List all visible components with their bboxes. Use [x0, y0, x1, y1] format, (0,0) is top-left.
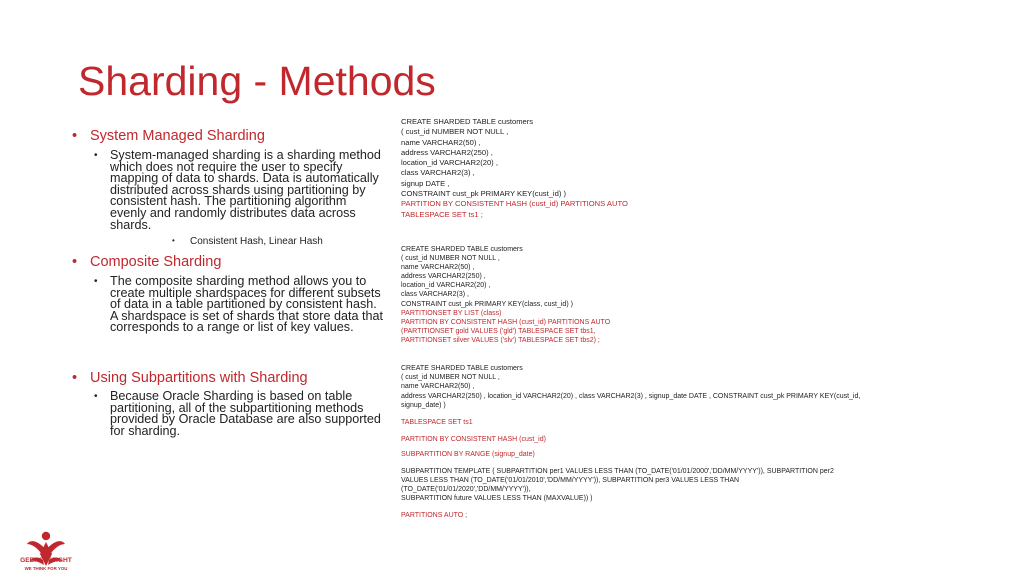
logo-tagline: WE THINK FOR YOU [24, 566, 68, 571]
code-line-highlight: TABLESPACE SET ts1 [401, 419, 473, 427]
code-line: CREATE SHARDED TABLE customers [401, 365, 523, 372]
code-line: name VARCHAR2(50) , [401, 383, 475, 391]
code-line: CREATE SHARDED TABLE customers [401, 246, 523, 253]
section-heading-system-managed: • System Managed Sharding [72, 128, 265, 144]
code-line: CONSTRAINT cust_pk PRIMARY KEY(cust_id) ) [401, 189, 566, 199]
code-line: (TO_DATE('01/01/2020','DD/MM/YYYY')), [401, 486, 531, 494]
section-text-subpartitions: • Because Oracle Sharding is based on table partitioning, all of the subpartitioning methods provided by Oracle Database are also supported for sharding. [94, 389, 381, 438]
code-line: signup_date) ) [401, 401, 446, 409]
code-block-subpartitions [401, 364, 860, 521]
code-block-system-managed [401, 117, 628, 220]
code-line: address VARCHAR2(250) , [401, 273, 486, 281]
code-line: SUBPARTITION future VALUES LESS THAN (MAXVALUE)) ) [401, 495, 593, 503]
code-line-highlight: PARTITION BY CONSISTENT HASH (cust_id) PARTITIONS AUTO [401, 318, 611, 326]
section-heading-subpartitions: • Using Subpartitions with Sharding [72, 370, 308, 386]
code-line: address VARCHAR2(250) , [401, 147, 493, 157]
section-text-composite: • The composite sharding method allows you to create multiple shardspaces for different subsets of data in a table partitioned by consistent hash. A shardspace is set of shards that store data that corresponds to a range or list of key values. [94, 274, 384, 335]
code-line: SUBPARTITION TEMPLATE ( SUBPARTITION per1 VALUES LESS THAN (TO_DATE('01/01/2000','DD/MM/YYYY')), SUBPARTITION per2 [401, 467, 834, 475]
code-line-highlight: PARTITION BY CONSISTENT HASH (cust_id) [401, 436, 546, 444]
code-line-highlight: (PARTITIONSET gold VALUES ('gld') TABLESPACE SET tbs1, [401, 327, 596, 335]
code-line: class VARCHAR2(3) , [401, 291, 469, 299]
code-line-highlight: PARTITIONSET BY LIST (class) [401, 309, 502, 317]
section-text-system-managed: • System-managed sharding is a sharding method which does not require the user to specify mapping of data to shards. Data is automatically distributed across shards using partitioning by consistent hash. The partitioning algorithm evenly and randomly distributes data across shards. [94, 148, 381, 232]
code-line: name VARCHAR2(50) , [401, 137, 481, 147]
geeks-insight-logo [10, 530, 82, 574]
code-line-highlight: PARTITIONS AUTO ; [401, 512, 468, 520]
code-line: ( cust_id NUMBER NOT NULL , [401, 255, 500, 263]
code-line: VALUES LESS THAN (TO_DATE('01/01/2010','DD/MM/YYYY')), SUBPARTITION per3 VALUES LESS THAN [401, 476, 740, 484]
code-line: ( cust_id NUMBER NOT NULL , [401, 374, 500, 382]
code-block-composite [401, 245, 610, 345]
page-title: Sharding - Methods [78, 58, 436, 104]
code-line-highlight: SUBPARTITION BY RANGE (signup_date) [401, 451, 535, 459]
code-line: class VARCHAR2(3) , [401, 168, 475, 178]
code-line-highlight: PARTITIONSET silver VALUES ('slv') TABLESPACE SET tbs2) ; [401, 336, 600, 344]
logo-brand: GEEKS INSIGHT [20, 557, 72, 564]
code-line-highlight: PARTITION BY CONSISTENT HASH (cust_id) PARTITIONS AUTO [401, 199, 628, 209]
code-line: address VARCHAR2(250) , location_id VARCHAR2(20) , class VARCHAR2(3) , signup_date DATE , CONSTRAINT cust_pk PRIMARY KEY(cust_id, [401, 392, 861, 400]
code-line: location_id VARCHAR2(20) , [401, 158, 498, 168]
code-line: ( cust_id NUMBER NOT NULL , [401, 127, 509, 137]
code-line: name VARCHAR2(50) , [401, 264, 475, 272]
code-line: CONSTRAINT cust_pk PRIMARY KEY(class, cust_id) ) [401, 300, 573, 308]
code-line: location_id VARCHAR2(20) , [401, 282, 491, 290]
section-heading-composite: • Composite Sharding [72, 254, 222, 270]
section-sub-system-managed: • Consistent Hash, Linear Hash [172, 236, 323, 247]
code-line: signup DATE , [401, 178, 450, 188]
code-line: CREATE SHARDED TABLE customers [401, 117, 534, 126]
code-line-highlight: TABLESPACE SET ts1 ; [401, 209, 483, 219]
